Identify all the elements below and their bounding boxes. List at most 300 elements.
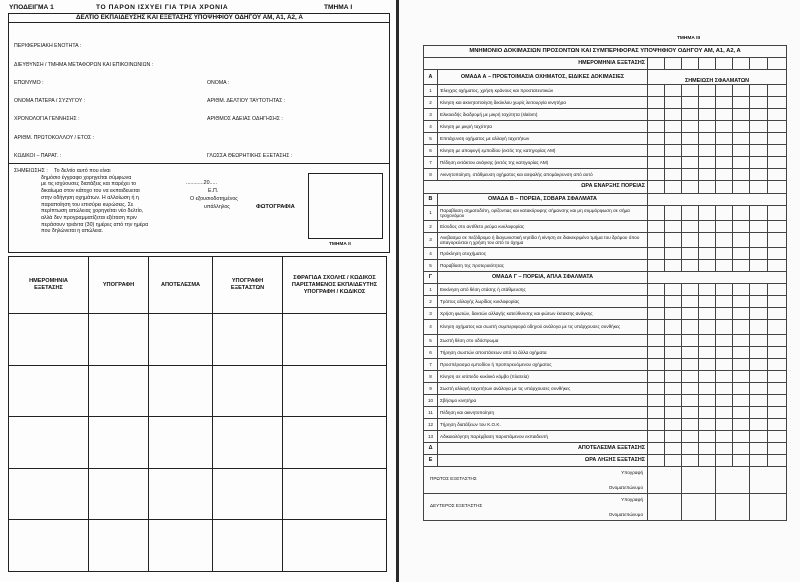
error-mark-cell[interactable] (648, 169, 665, 181)
error-mark-cell[interactable] (648, 307, 665, 319)
date-cell[interactable] (648, 58, 665, 70)
error-mark-cell[interactable] (750, 247, 768, 259)
error-mark-cell[interactable] (768, 205, 787, 220)
result-label: ΑΠΟΤΕΛΕΣΜΑ ΕΞΕΤΑΣΗΣ (438, 443, 648, 455)
error-mark-cell[interactable] (716, 395, 733, 407)
error-mark-cell[interactable] (648, 145, 665, 157)
error-mark-cell[interactable] (682, 121, 699, 133)
grid-cell[interactable] (9, 520, 89, 572)
error-mark-cell[interactable] (716, 419, 733, 431)
criterion-row (424, 334, 787, 346)
signature-cell[interactable] (682, 467, 716, 494)
error-mark-cell[interactable] (648, 283, 665, 295)
error-mark-cell[interactable] (716, 205, 733, 220)
criterion-number: 2 (424, 295, 438, 307)
error-mark-cell[interactable] (648, 319, 665, 334)
error-mark-cell[interactable] (699, 259, 716, 271)
error-mark-cell[interactable] (733, 346, 750, 358)
error-mark-cell[interactable] (682, 358, 699, 370)
error-mark-cell[interactable] (648, 334, 665, 346)
error-mark-cell[interactable] (699, 431, 716, 443)
error-mark-cell[interactable] (665, 358, 682, 370)
error-mark-cell[interactable] (699, 205, 716, 220)
error-mark-cell[interactable] (750, 431, 768, 443)
grid-cell[interactable] (149, 365, 213, 417)
error-mark-cell[interactable] (733, 307, 750, 319)
error-mark-cell[interactable] (716, 295, 733, 307)
group-c-header (424, 271, 787, 283)
error-mark-cell[interactable] (750, 419, 768, 431)
error-mark-cell[interactable] (682, 232, 699, 247)
error-mark-cell[interactable] (768, 121, 787, 133)
error-mark-cell[interactable] (699, 133, 716, 145)
error-mark-cell[interactable] (665, 431, 682, 443)
time-cell[interactable] (699, 181, 716, 193)
error-mark-cell[interactable] (750, 358, 768, 370)
error-mark-cell[interactable] (648, 121, 665, 133)
error-mark-cell[interactable] (665, 232, 682, 247)
error-mark-cell[interactable] (665, 334, 682, 346)
error-mark-cell[interactable] (716, 232, 733, 247)
error-mark-cell[interactable] (750, 346, 768, 358)
time-cell[interactable] (648, 181, 665, 193)
error-mark-cell[interactable] (750, 407, 768, 419)
error-mark-cell[interactable] (648, 85, 665, 97)
error-mark-cell[interactable] (699, 358, 716, 370)
error-mark-cell[interactable] (733, 319, 750, 334)
error-mark-cell[interactable] (768, 346, 787, 358)
signature-cell[interactable] (682, 494, 716, 521)
error-mark-cell[interactable] (768, 232, 787, 247)
error-mark-cell[interactable] (768, 383, 787, 395)
grid-cell[interactable] (213, 520, 283, 572)
error-mark-cell[interactable] (733, 205, 750, 220)
note-line: παραποίηση του επισύρει κυρώσεις. Σε (41, 201, 134, 208)
error-mark-cell[interactable] (750, 232, 768, 247)
end-cell[interactable] (682, 455, 699, 467)
error-mark-cell[interactable] (716, 133, 733, 145)
time-cell[interactable] (750, 181, 768, 193)
error-mark-cell[interactable] (733, 157, 750, 169)
error-mark-cell[interactable] (750, 295, 768, 307)
error-mark-cell[interactable] (750, 121, 768, 133)
error-mark-cell[interactable] (768, 85, 787, 97)
error-mark-cell[interactable] (682, 371, 699, 383)
error-mark-cell[interactable] (768, 371, 787, 383)
error-mark-cell[interactable] (733, 247, 750, 259)
end-time-row (424, 455, 787, 467)
note-text (41, 168, 149, 235)
error-mark-cell[interactable] (733, 121, 750, 133)
error-mark-cell[interactable] (648, 295, 665, 307)
error-mark-cell[interactable] (733, 407, 750, 419)
error-mark-cell[interactable] (699, 97, 716, 109)
error-mark-cell[interactable] (682, 307, 699, 319)
error-mark-cell[interactable] (733, 283, 750, 295)
error-mark-cell[interactable] (733, 295, 750, 307)
error-mark-cell[interactable] (733, 358, 750, 370)
error-mark-cell[interactable] (648, 157, 665, 169)
criterion-number: 6 (424, 145, 438, 157)
grid-cell[interactable] (149, 417, 213, 469)
grid-cell[interactable] (283, 365, 387, 417)
error-mark-cell[interactable] (716, 283, 733, 295)
error-mark-cell[interactable] (665, 109, 682, 121)
error-mark-cell[interactable] (768, 109, 787, 121)
error-mark-cell[interactable] (750, 145, 768, 157)
error-mark-cell[interactable] (768, 220, 787, 232)
error-mark-cell[interactable] (699, 307, 716, 319)
time-cell[interactable] (716, 181, 733, 193)
error-mark-cell[interactable] (750, 109, 768, 121)
end-cell[interactable] (716, 455, 733, 467)
error-mark-cell[interactable] (733, 419, 750, 431)
error-mark-cell[interactable] (699, 169, 716, 181)
error-mark-cell[interactable] (716, 247, 733, 259)
grid-row (9, 314, 387, 366)
error-mark-cell[interactable] (665, 419, 682, 431)
error-mark-cell[interactable] (733, 371, 750, 383)
error-mark-cell[interactable] (716, 431, 733, 443)
end-cell[interactable] (665, 455, 682, 467)
signature-cell[interactable] (750, 494, 787, 521)
error-mark-cell[interactable] (750, 395, 768, 407)
result-cell[interactable] (768, 443, 787, 455)
signature-cell[interactable] (716, 494, 750, 521)
error-mark-cell[interactable] (682, 431, 699, 443)
error-mark-cell[interactable] (682, 419, 699, 431)
error-mark-cell[interactable] (648, 232, 665, 247)
error-mark-cell[interactable] (699, 346, 716, 358)
error-mark-cell[interactable] (750, 157, 768, 169)
error-mark-cell[interactable] (665, 407, 682, 419)
error-mark-cell[interactable] (750, 169, 768, 181)
group-d-letter: Δ (424, 443, 438, 455)
error-mark-cell[interactable] (716, 334, 733, 346)
date-cell[interactable] (665, 58, 682, 70)
error-mark-cell[interactable] (699, 371, 716, 383)
signature-cell[interactable] (750, 467, 787, 494)
date-cell[interactable] (682, 58, 699, 70)
error-mark-cell[interactable] (665, 319, 682, 334)
error-mark-cell[interactable] (682, 169, 699, 181)
error-mark-cell[interactable] (699, 395, 716, 407)
error-mark-cell[interactable] (716, 109, 733, 121)
time-cell[interactable] (768, 181, 787, 193)
error-mark-cell[interactable] (699, 407, 716, 419)
error-mark-cell[interactable] (665, 371, 682, 383)
error-mark-cell[interactable] (733, 431, 750, 443)
photo-label: ΦΩΤΟΓΡΑΦΙΑ (256, 204, 295, 210)
error-mark-cell[interactable] (682, 407, 699, 419)
criterion-row (424, 145, 787, 157)
error-mark-cell[interactable] (716, 259, 733, 271)
error-mark-cell[interactable] (716, 157, 733, 169)
error-mark-cell[interactable] (699, 319, 716, 334)
error-mark-cell[interactable] (665, 145, 682, 157)
error-mark-cell[interactable] (699, 157, 716, 169)
error-mark-cell[interactable] (682, 220, 699, 232)
grid-cell[interactable] (89, 468, 149, 520)
error-mark-cell[interactable] (665, 307, 682, 319)
error-mark-cell[interactable] (716, 169, 733, 181)
error-mark-cell[interactable] (768, 283, 787, 295)
error-mark-cell[interactable] (768, 419, 787, 431)
grid-cell[interactable] (89, 314, 149, 366)
error-mark-cell[interactable] (733, 169, 750, 181)
error-mark-cell[interactable] (682, 157, 699, 169)
error-mark-cell[interactable] (716, 358, 733, 370)
criterion-row (424, 407, 787, 419)
error-mark-cell[interactable] (682, 346, 699, 358)
error-mark-cell[interactable] (699, 220, 716, 232)
error-mark-cell[interactable] (768, 407, 787, 419)
error-mark-cell[interactable] (665, 121, 682, 133)
error-mark-cell[interactable] (699, 419, 716, 431)
grid-cell[interactable] (213, 468, 283, 520)
error-mark-cell[interactable] (716, 371, 733, 383)
criterion-label: Κίνηση και ακινητοποίηση δικύκλου χωρίς λειτουργία κινητήρα (438, 97, 648, 109)
grid-cell[interactable] (149, 314, 213, 366)
error-mark-cell[interactable] (750, 133, 768, 145)
error-mark-cell[interactable] (750, 371, 768, 383)
error-mark-cell[interactable] (682, 85, 699, 97)
field-surname: ΕΠΩΝΥΜΟ : (14, 80, 44, 86)
error-mark-cell[interactable] (665, 346, 682, 358)
end-cell[interactable] (750, 455, 768, 467)
error-mark-cell[interactable] (665, 283, 682, 295)
criterion-number: 7 (424, 157, 438, 169)
error-mark-cell[interactable] (648, 247, 665, 259)
error-mark-cell[interactable] (682, 145, 699, 157)
error-mark-cell[interactable] (648, 97, 665, 109)
error-mark-cell[interactable] (733, 259, 750, 271)
grid-cell[interactable] (283, 520, 387, 572)
error-mark-cell[interactable] (665, 133, 682, 145)
error-mark-cell[interactable] (665, 205, 682, 220)
error-mark-cell[interactable] (699, 295, 716, 307)
result-cell[interactable] (682, 443, 699, 455)
error-mark-cell[interactable] (665, 220, 682, 232)
exam-grid (8, 256, 387, 572)
error-mark-cell[interactable] (648, 220, 665, 232)
error-mark-cell[interactable] (699, 247, 716, 259)
error-mark-cell[interactable] (750, 85, 768, 97)
result-cell[interactable] (699, 443, 716, 455)
error-mark-cell[interactable] (682, 133, 699, 145)
error-mark-cell[interactable] (682, 109, 699, 121)
grid-cell[interactable] (89, 417, 149, 469)
result-cell[interactable] (665, 443, 682, 455)
error-mark-cell[interactable] (682, 97, 699, 109)
error-mark-cell[interactable] (716, 319, 733, 334)
error-mark-cell[interactable] (682, 395, 699, 407)
end-cell[interactable] (768, 455, 787, 467)
error-mark-cell[interactable] (648, 358, 665, 370)
error-mark-cell[interactable] (648, 371, 665, 383)
error-mark-cell[interactable] (768, 157, 787, 169)
error-mark-cell[interactable] (750, 334, 768, 346)
error-mark-cell[interactable] (665, 395, 682, 407)
error-mark-cell[interactable] (768, 395, 787, 407)
error-mark-cell[interactable] (733, 395, 750, 407)
error-mark-cell[interactable] (682, 205, 699, 220)
criterion-number: 4 (424, 121, 438, 133)
error-mark-cell[interactable] (682, 383, 699, 395)
error-mark-cell[interactable] (699, 232, 716, 247)
error-mark-cell[interactable] (699, 85, 716, 97)
error-mark-cell[interactable] (682, 283, 699, 295)
result-cell[interactable] (648, 443, 665, 455)
error-mark-cell[interactable] (716, 307, 733, 319)
criterion-row (424, 319, 787, 334)
stamp-employee: υπάλληλος (204, 204, 230, 210)
error-mark-cell[interactable] (768, 97, 787, 109)
error-mark-cell[interactable] (733, 145, 750, 157)
error-mark-cell[interactable] (733, 334, 750, 346)
criterion-row (424, 247, 787, 259)
end-cell[interactable] (648, 455, 665, 467)
error-mark-cell[interactable] (648, 346, 665, 358)
error-mark-cell[interactable] (750, 307, 768, 319)
error-mark-cell[interactable] (733, 85, 750, 97)
result-cell[interactable] (716, 443, 733, 455)
error-mark-cell[interactable] (648, 259, 665, 271)
error-mark-cell[interactable] (665, 295, 682, 307)
error-mark-cell[interactable] (682, 259, 699, 271)
error-mark-cell[interactable] (665, 97, 682, 109)
grid-cell[interactable] (149, 468, 213, 520)
error-mark-cell[interactable] (768, 133, 787, 145)
criterion-number: 5 (424, 259, 438, 271)
stamp-date-line: ............20..... (186, 180, 217, 186)
grid-cell[interactable] (283, 417, 387, 469)
grid-cell[interactable] (89, 365, 149, 417)
signature-cell[interactable] (648, 494, 682, 521)
error-mark-cell[interactable] (699, 121, 716, 133)
grid-cell[interactable] (9, 365, 89, 417)
error-mark-cell[interactable] (733, 220, 750, 232)
error-mark-cell[interactable] (750, 283, 768, 295)
error-mark-cell[interactable] (682, 319, 699, 334)
grid-cell[interactable] (9, 468, 89, 520)
error-mark-cell[interactable] (768, 247, 787, 259)
error-mark-cell[interactable] (716, 346, 733, 358)
error-mark-cell[interactable] (750, 205, 768, 220)
error-mark-cell[interactable] (665, 259, 682, 271)
end-cell[interactable] (699, 455, 716, 467)
examiner-2-cell (424, 494, 648, 521)
error-mark-cell[interactable] (648, 395, 665, 407)
grid-row (9, 520, 387, 572)
error-mark-cell[interactable] (768, 259, 787, 271)
error-mark-cell[interactable] (665, 169, 682, 181)
date-cell[interactable] (750, 58, 768, 70)
group-b-header (424, 193, 787, 205)
error-mark-cell[interactable] (648, 205, 665, 220)
error-mark-cell[interactable] (699, 283, 716, 295)
error-mark-cell[interactable] (716, 145, 733, 157)
grid-cell[interactable] (213, 417, 283, 469)
error-mark-cell[interactable] (750, 220, 768, 232)
error-mark-cell[interactable] (716, 121, 733, 133)
error-mark-cell[interactable] (682, 295, 699, 307)
error-mark-cell[interactable] (665, 85, 682, 97)
error-mark-cell[interactable] (768, 431, 787, 443)
error-mark-cell[interactable] (648, 133, 665, 145)
time-cell[interactable] (665, 181, 682, 193)
time-cell[interactable] (733, 181, 750, 193)
error-mark-cell[interactable] (768, 358, 787, 370)
grid-cell[interactable] (9, 417, 89, 469)
grid-cell[interactable] (149, 520, 213, 572)
error-mark-cell[interactable] (750, 259, 768, 271)
error-mark-cell[interactable] (665, 157, 682, 169)
error-mark-cell[interactable] (768, 169, 787, 181)
date-cell[interactable] (716, 58, 733, 70)
grid-cell[interactable] (283, 468, 387, 520)
error-mark-cell[interactable] (648, 419, 665, 431)
error-mark-cell[interactable] (716, 383, 733, 395)
date-cell[interactable] (768, 58, 787, 70)
error-mark-cell[interactable] (750, 383, 768, 395)
error-mark-cell[interactable] (699, 383, 716, 395)
error-mark-cell[interactable] (716, 85, 733, 97)
error-mark-cell[interactable] (682, 247, 699, 259)
error-mark-cell[interactable] (648, 407, 665, 419)
signature-cell[interactable] (716, 467, 750, 494)
date-cell[interactable] (699, 58, 716, 70)
error-mark-cell[interactable] (733, 232, 750, 247)
result-cell[interactable] (733, 443, 750, 455)
grid-header-examiners-signature: ΥΠΟΓΡΑΦΗ ΕΞΕΤΑΣΤΩΝ (213, 257, 283, 314)
signature-cell[interactable] (648, 467, 682, 494)
error-mark-cell[interactable] (716, 97, 733, 109)
error-mark-cell[interactable] (716, 407, 733, 419)
error-mark-cell[interactable] (682, 334, 699, 346)
grid-cell[interactable] (283, 314, 387, 366)
grid-cell[interactable] (89, 520, 149, 572)
error-mark-cell[interactable] (768, 334, 787, 346)
error-mark-cell[interactable] (716, 220, 733, 232)
error-mark-cell[interactable] (665, 383, 682, 395)
error-mark-cell[interactable] (665, 247, 682, 259)
error-mark-cell[interactable] (699, 109, 716, 121)
end-cell[interactable] (733, 455, 750, 467)
error-mark-cell[interactable] (733, 97, 750, 109)
result-cell[interactable] (750, 443, 768, 455)
error-mark-cell[interactable] (648, 383, 665, 395)
error-mark-cell[interactable] (768, 295, 787, 307)
error-mark-cell[interactable] (699, 334, 716, 346)
error-mark-cell[interactable] (733, 383, 750, 395)
error-mark-cell[interactable] (768, 145, 787, 157)
error-mark-cell[interactable] (733, 109, 750, 121)
error-mark-cell[interactable] (750, 319, 768, 334)
grid-cell[interactable] (213, 365, 283, 417)
time-cell[interactable] (682, 181, 699, 193)
error-mark-cell[interactable] (648, 109, 665, 121)
error-mark-cell[interactable] (648, 431, 665, 443)
error-mark-cell[interactable] (699, 145, 716, 157)
error-mark-cell[interactable] (768, 307, 787, 319)
error-mark-cell[interactable] (768, 319, 787, 334)
error-mark-cell[interactable] (733, 133, 750, 145)
date-cell[interactable] (733, 58, 750, 70)
error-mark-cell[interactable] (750, 97, 768, 109)
grid-cell[interactable] (213, 314, 283, 366)
grid-cell[interactable] (9, 314, 89, 366)
